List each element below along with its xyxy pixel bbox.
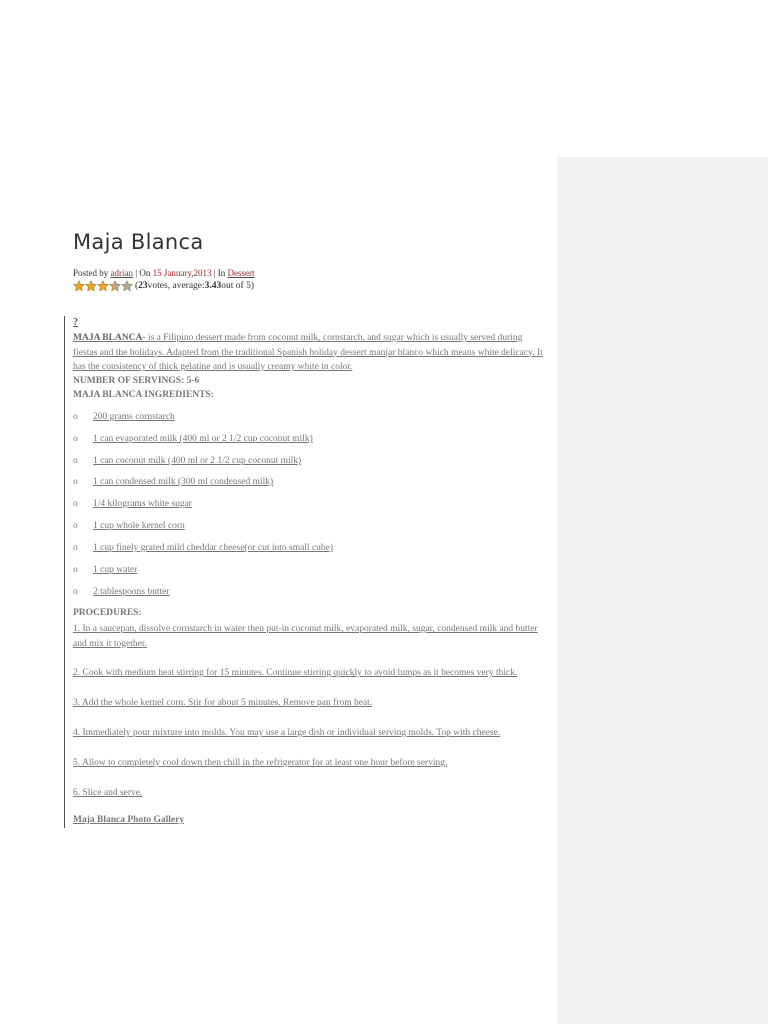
bullet-icon: o	[73, 565, 78, 575]
procedure-step: 2. Cook with medium heat stirring for 15 minutes. Continue stirring quickly to avoid lumps as it becomes very thick.	[73, 668, 518, 678]
photo-gallery-link[interactable]: Maja Blanca Photo Gallery	[73, 815, 185, 825]
procedures-heading: PROCEDURES:	[73, 608, 142, 618]
ingredient-item: o 200 grams cornstarch	[73, 412, 175, 422]
post-title: Maja Blanca	[73, 230, 204, 254]
rating-average: 3.43	[204, 281, 222, 291]
question-mark[interactable]: ?	[73, 317, 78, 328]
intro-body: is a Filipino dessert made from coconut milk, cornstarch, and sugar which is usually served during fiestas and the holidays. Adapted from the traditional Spanish holiday dessert manjar blanco which means white delicacy. It has the consistency of thick gelatine and is usually creamy white in color.	[73, 333, 543, 372]
star-icon[interactable]	[73, 280, 85, 292]
star-icon[interactable]	[85, 280, 97, 292]
star-icon[interactable]	[121, 280, 133, 292]
procedure-step: 5. Allow to completely cool down then chill in the refrigerator for at least one hour before serving.	[73, 758, 448, 768]
ingredient-item: o 1 can evaporated milk (400 ml or 2 1/2 cup coconut milk)	[73, 434, 313, 444]
ingredient-item: o 1 cup finely grated mild cheddar cheese(or cut into small cube)	[73, 543, 334, 553]
rating	[73, 280, 254, 292]
rating-votes: 23	[138, 281, 148, 291]
intro-lead: MAJA BLANCA-	[73, 333, 146, 343]
procedure-step: 3. Add the whole kernel corn. Stir for about 5 minutes. Remove pan from heat.	[73, 698, 373, 708]
bullet-icon: o	[73, 412, 78, 422]
star-icon[interactable]	[109, 280, 121, 292]
star-icon[interactable]	[97, 280, 109, 292]
bullet-icon: o	[73, 477, 78, 487]
procedure-step: 4. Immediately pour mixture into molds. You may use a large dish or individual serving molds. Top with cheese.	[73, 728, 501, 738]
category-link[interactable]: Dessert	[227, 268, 255, 278]
bullet-icon: o	[73, 543, 78, 553]
ingredient-item: o 1/4 kilograms white sugar	[73, 499, 192, 509]
rating-open-paren: (	[135, 281, 139, 291]
rating-out-of: out of 5)	[221, 281, 254, 291]
bullet-icon: o	[73, 499, 78, 509]
ingredient-item: o 1 cup water	[73, 565, 138, 575]
posted-by-label: Posted by	[73, 268, 111, 278]
author-link[interactable]: adrian	[110, 268, 134, 278]
post-meta	[73, 268, 255, 278]
ingredient-item: o 1 can condensed milk (300 ml condensed milk)	[73, 477, 274, 487]
ingredient-item: o 1 can coconut milk (400 ml or 2 1/2 cup coconut milk)	[73, 456, 302, 466]
intro-paragraph	[73, 331, 543, 375]
comment-pane	[557, 0, 768, 1024]
ingredient-item: o 2 tablespoons butter	[73, 587, 170, 597]
post-date: 15 January,2013	[152, 268, 212, 278]
comment-pane-top	[557, 0, 768, 157]
ingredients-heading: MAJA BLANCA INGREDIENTS:	[73, 390, 214, 400]
bullet-icon: o	[73, 434, 78, 444]
bullet-icon: o	[73, 521, 78, 531]
rating-stars[interactable]	[73, 280, 133, 292]
change-bar	[64, 316, 65, 828]
bullet-icon: o	[73, 456, 78, 466]
procedure-step: 1. In a saucepan, dissolve cornstarch in water then put-in coconut milk, evaporated milk, sugar, condensed milk and butter and mix it together.	[73, 624, 538, 649]
on-label: | On	[133, 268, 153, 278]
rating-votes-text: votes, average:	[147, 281, 205, 291]
procedure-step: 6. Slice and serve.	[73, 788, 143, 798]
bullet-icon: o	[73, 587, 78, 597]
ingredient-item: o 1 cup whole kernel corn	[73, 521, 185, 531]
in-label: | In	[211, 268, 228, 278]
servings: NUMBER OF SERVINGS: 5-6	[73, 376, 200, 386]
